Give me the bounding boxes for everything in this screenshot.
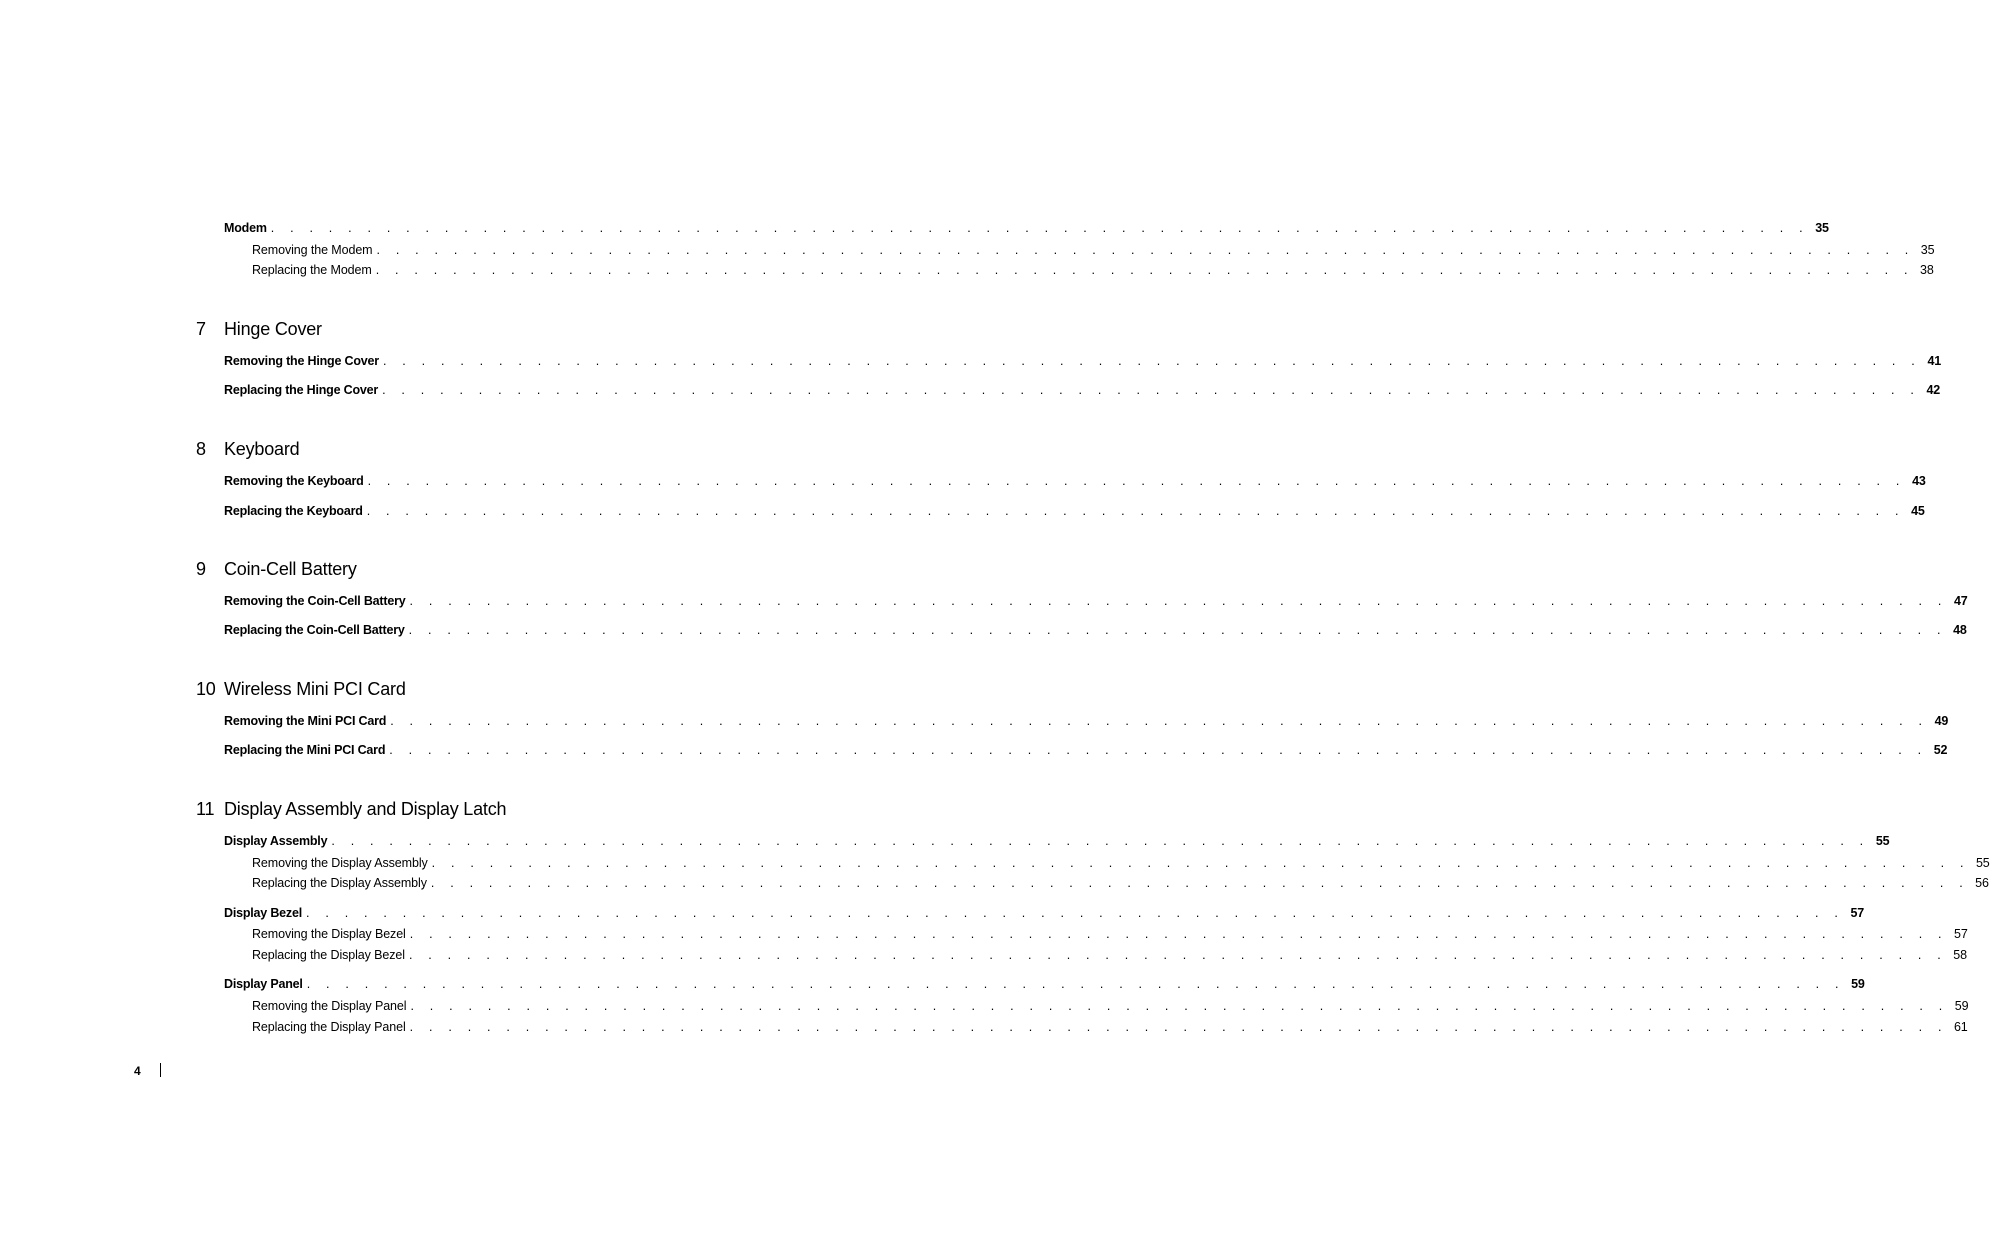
toc-section-entry[interactable] [224,620,1967,640]
chapter-title: Hinge Cover [224,319,322,339]
dot-leader: . . . . . . . . . . . . . . . . . . . . . . . . . . . . . . . . . . . . . . . . . . . . . . . . . . . . . . . . . . . . . . . . . . . . . . . . . . . . . . . . [366,504,1905,518]
toc-entry-page-number: 56 [1975,876,1989,890]
toc-entry-page-number: 52 [1933,743,1948,757]
chapter-title: Display Assembly and Display Latch [224,799,507,819]
dot-leader: . . . . . . . . . . . . . . . . . . . . . . . . . . . . . . . . . . . . . . . . . . . . . . . . . . . . . . . . . . . . . . . . . . . . . . . . . . . . . . . . [430,876,1969,890]
toc-entry-label: Removing the Display Panel [252,999,407,1013]
chapter-title: Wireless Mini PCI Card [224,679,406,699]
toc-entry-label: Removing the Display Bezel [252,927,406,941]
chapter-title: Coin-Cell Battery [224,559,357,579]
dot-leader: . . . . . . . . . . . . . . . . . . . . . . . . . . . . . . . . . . . . . . . . . . . . . . . . . . . . . . . . . . . . . . . . . . . . . . . . . . . . . . . . [331,834,1870,848]
toc-entry-page-number: 47 [1954,594,1968,608]
dot-leader: . . . . . . . . . . . . . . . . . . . . . . . . . . . . . . . . . . . . . . . . . . . . . . . . . . . . . . . . . . . . . . . . . . . . . . . . . . . . . . . . [408,623,1947,637]
toc-subsection-entry[interactable] [252,945,1967,965]
toc-subsection-entry[interactable] [252,853,1990,873]
toc-entry-page-number: 58 [1953,948,1967,962]
toc-entry-label: Replacing the Modem [252,263,372,277]
toc-entry-page-number: 57 [1954,927,1968,941]
toc-section-entry[interactable] [224,501,1925,521]
toc-entry-label: Replacing the Mini PCI Card [224,743,386,757]
toc-entry-label: Replacing the Coin-Cell Battery [224,623,405,637]
chapter-number: 10 [196,679,216,699]
footer-divider [160,1063,161,1077]
dot-leader: . . . . . . . . . . . . . . . . . . . . . . . . . . . . . . . . . . . . . . . . . . . . . . . . . . . . . . . . . . . . . . . . . . . . . . . . . . . . . . . . [409,927,1948,941]
toc-subsection-entry[interactable] [252,996,1969,1016]
dot-leader: . . . . . . . . . . . . . . . . . . . . . . . . . . . . . . . . . . . . . . . . . . . . . . . . . . . . . . . . . . . . . . . . . . . . . . . . . . . . . . . . [367,474,1906,488]
dot-leader: . . . . . . . . . . . . . . . . . . . . . . . . . . . . . . . . . . . . . . . . . . . . . . . . . . . . . . . . . . . . . . . . . . . . . . . . . . . . . . . . [306,977,1845,991]
chapter-number: 8 [196,439,206,459]
toc-entry-page-number: 59 [1851,977,1865,991]
toc-section-entry[interactable] [224,740,1948,760]
chapter-number: 9 [196,559,206,579]
toc-entry-label: Removing the Coin-Cell Battery [224,594,406,608]
toc-entry-label: Replacing the Keyboard [224,504,363,518]
dot-leader: . . . . . . . . . . . . . . . . . . . . . . . . . . . . . . . . . . . . . . . . . . . . . . . . . . . . . . . . . . . . . . . . . . . . . . . . . . . . . . . . [409,594,1948,608]
toc-entry-label: Modem [224,221,267,235]
toc-entry-page-number: 43 [1912,474,1926,488]
dot-leader: . . . . . . . . . . . . . . . . . . . . . . . . . . . . . . . . . . . . . . . . . . . . . . . . . . . . . . . . . . . . . . . . . . . . . . . . . . . . . . . . [408,948,1947,962]
toc-entry-label: Removing the Modem [252,243,373,257]
chapter-title: Keyboard [224,439,300,459]
chapter-number: 7 [196,319,206,339]
dot-leader: . . . . . . . . . . . . . . . . . . . . . . . . . . . . . . . . . . . . . . . . . . . . . . . . . . . . . . . . . . . . . . . . . . . . . . . . . . . . . . . . [306,906,1844,920]
dot-leader: . . . . . . . . . . . . . . . . . . . . . . . . . . . . . . . . . . . . . . . . . . . . . . . . . . . . . . . . . . . . . . . . . . . . . . . . . . . . . . . . [389,743,1928,757]
dot-leader: . . . . . . . . . . . . . . . . . . . . . . . . . . . . . . . . . . . . . . . . . . . . . . . . . . . . . . . . . . . . . . . . . . . . . . . . . . . . . . . . [390,714,1929,728]
toc-entry-page-number: 55 [1875,834,1890,848]
toc-section-entry[interactable] [224,591,1968,611]
toc-entry-label: Display Assembly [224,834,328,848]
toc-entry-label: Removing the Mini PCI Card [224,714,387,728]
toc-subsection-entry[interactable] [252,240,1935,260]
toc-entry-label: Removing the Display Assembly [252,856,428,870]
toc-entry-page-number: 59 [1954,999,1969,1013]
toc-entry-label: Replacing the Display Assembly [252,876,427,890]
toc-section-entry[interactable] [224,974,1865,994]
toc-subsection-entry[interactable] [252,924,1968,944]
toc-entry-page-number: 42 [1926,383,1941,397]
toc-section-entry[interactable] [224,380,1941,400]
toc-entry-page-number: 38 [1919,263,1934,277]
toc-entry-label: Removing the Hinge Cover [224,354,379,368]
toc-entry-page-number: 48 [1953,623,1967,637]
toc-entry-page-number: 41 [1927,354,1941,368]
toc-entry-page-number: 35 [1815,221,1829,235]
toc-section-entry[interactable] [224,711,1949,731]
toc-entry-page-number: 55 [1975,856,1990,870]
page-number: 4 [134,1064,141,1078]
toc-section-entry[interactable] [224,903,1864,923]
dot-leader: . . . . . . . . . . . . . . . . . . . . . . . . . . . . . . . . . . . . . . . . . . . . . . . . . . . . . . . . . . . . . . . . . . . . . . . . . . . . . . . . [270,221,1809,235]
toc-entry-page-number: 49 [1934,714,1949,728]
toc-entry-page-number: 61 [1953,1020,1968,1034]
toc-entry-label: Replacing the Display Bezel [252,948,405,962]
toc-subsection-entry[interactable] [252,873,1989,893]
toc-entry-label: Removing the Keyboard [224,474,364,488]
toc-entry-page-number: 35 [1920,243,1935,257]
toc-entry-label: Display Panel [224,977,303,991]
chapter-number: 11 [196,799,215,819]
toc-entry-label: Replacing the Display Panel [252,1020,406,1034]
dot-leader: . . . . . . . . . . . . . . . . . . . . . . . . . . . . . . . . . . . . . . . . . . . . . . . . . . . . . . . . . . . . . . . . . . . . . . . . . . . . . . . . [382,383,1921,397]
toc-subsection-entry[interactable] [252,260,1934,280]
toc-section-entry[interactable] [224,831,1890,851]
toc-subsection-entry[interactable] [252,1017,1968,1037]
dot-leader: . . . . . . . . . . . . . . . . . . . . . . . . . . . . . . . . . . . . . . . . . . . . . . . . . . . . . . . . . . . . . . . . . . . . . . . . . . . . . . . . [375,263,1914,277]
toc-entry-page-number: 57 [1850,906,1864,920]
toc-section-entry[interactable] [224,218,1829,238]
dot-leader: . . . . . . . . . . . . . . . . . . . . . . . . . . . . . . . . . . . . . . . . . . . . . . . . . . . . . . . . . . . . . . . . . . . . . . . . . . . . . . . . [431,856,1970,870]
dot-leader: . . . . . . . . . . . . . . . . . . . . . . . . . . . . . . . . . . . . . . . . . . . . . . . . . . . . . . . . . . . . . . . . . . . . . . . . . . . . . . . . [376,243,1915,257]
dot-leader: . . . . . . . . . . . . . . . . . . . . . . . . . . . . . . . . . . . . . . . . . . . . . . . . . . . . . . . . . . . . . . . . . . . . . . . . . . . . . . . . [382,354,1921,368]
dot-leader: . . . . . . . . . . . . . . . . . . . . . . . . . . . . . . . . . . . . . . . . . . . . . . . . . . . . . . . . . . . . . . . . . . . . . . . . . . . . . . . . [410,999,1949,1013]
dot-leader: . . . . . . . . . . . . . . . . . . . . . . . . . . . . . . . . . . . . . . . . . . . . . . . . . . . . . . . . . . . . . . . . . . . . . . . . . . . . . . . . [409,1020,1948,1034]
toc-entry-label: Replacing the Hinge Cover [224,383,379,397]
toc-section-entry[interactable] [224,471,1926,491]
toc-section-entry[interactable] [224,351,1941,371]
toc-entry-page-number: 45 [1911,504,1925,518]
toc-entry-label: Display Bezel [224,906,302,920]
